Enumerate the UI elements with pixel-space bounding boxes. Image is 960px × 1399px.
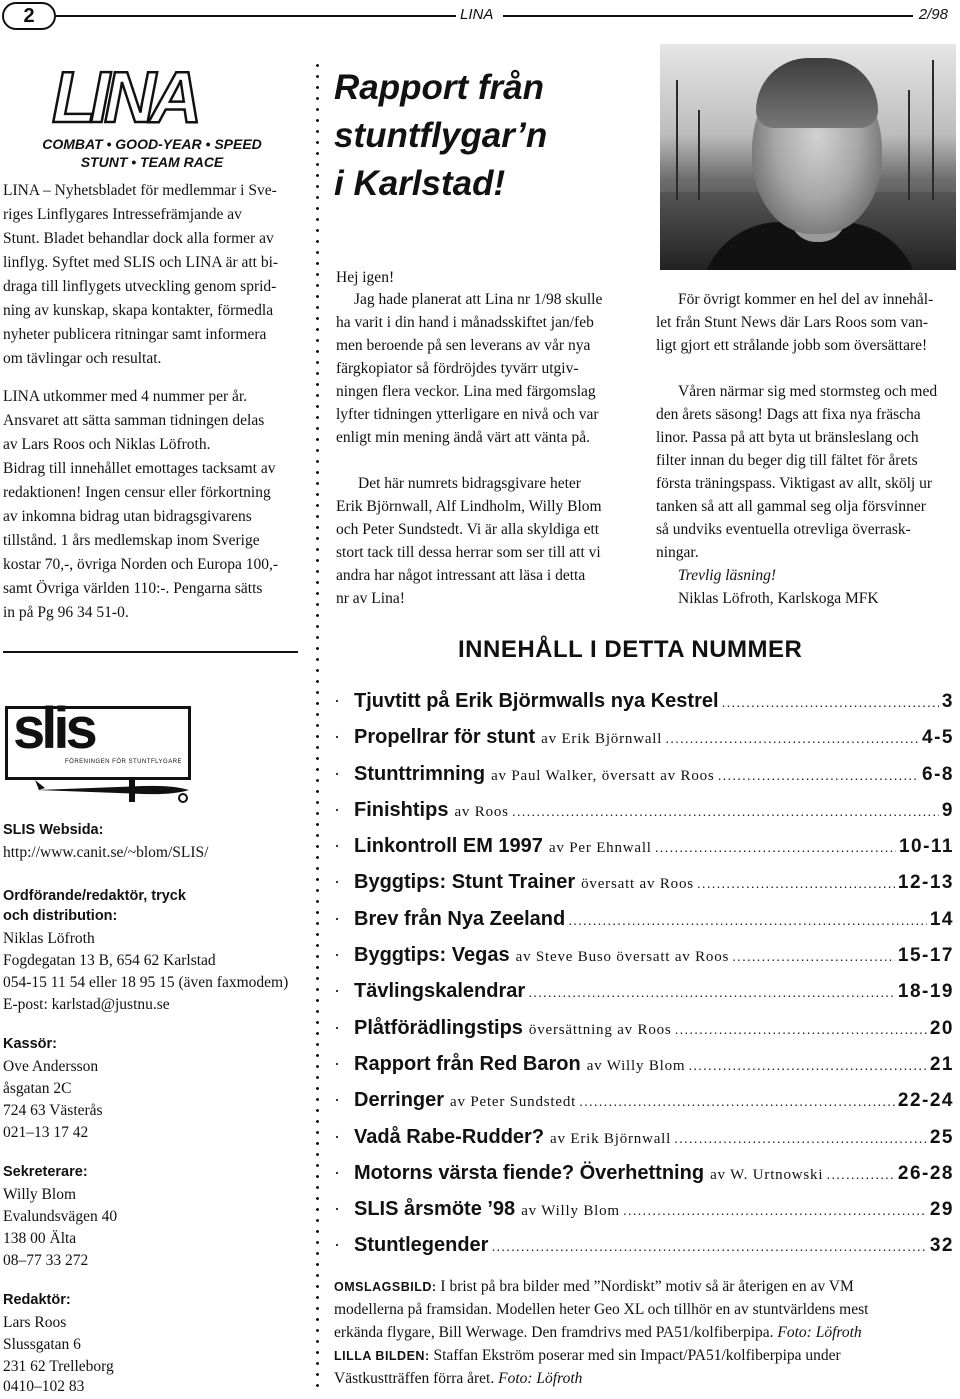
toc-entry-page: 26-28 bbox=[897, 1162, 954, 1184]
toc-entry-title: Derringer bbox=[354, 1089, 445, 1112]
toc-entry-title: Stuntlegender bbox=[354, 1234, 489, 1257]
toc-bullet: · bbox=[334, 1235, 340, 1256]
toc-entry[interactable] bbox=[334, 1227, 954, 1263]
website-link[interactable]: http://www.canit.se/~blom/SLIS/ bbox=[3, 844, 209, 861]
chair-label: Ordförande/redaktör, tryck bbox=[3, 888, 186, 904]
toc-entry[interactable] bbox=[334, 1155, 954, 1191]
toc-bullet: · bbox=[334, 945, 340, 966]
cover-caption-text: erkända flygare, Bill Werwage. Den framdrivs med PA51/kolfiberpipa. bbox=[334, 1324, 774, 1341]
article-line: linor. Passa på att byta ut bränsleslang och bbox=[656, 429, 919, 446]
intro-line: draga till linflygets utveckling genom sprid- bbox=[3, 278, 277, 295]
toc-bullet: · bbox=[334, 1053, 340, 1074]
article-signoff: Trevlig läsning! bbox=[678, 567, 777, 584]
article-line: lyfter tidningen ytterligare en nivå och var bbox=[336, 406, 599, 423]
toc-entry-title: Brev från Nya Zeeland bbox=[354, 907, 566, 930]
column-dotted-rule bbox=[316, 60, 319, 1395]
toc-entry-page: 6-8 bbox=[922, 763, 954, 785]
article-line: Erik Björnwall, Alf Lindholm, Willy Blom bbox=[336, 498, 602, 515]
chair-label-cont: och distribution: bbox=[3, 908, 118, 924]
treasurer-line: Ove Andersson bbox=[3, 1058, 99, 1075]
toc-heading: INNEHÅLL I DETTA NUMMER bbox=[458, 636, 803, 663]
toc-leader-dots bbox=[491, 1228, 926, 1264]
intro-line: in på Pg 96 34 51-0. bbox=[3, 604, 129, 621]
toc-entry-page: 32 bbox=[929, 1235, 954, 1257]
toc-entry-author: av Erik Björnwall bbox=[541, 731, 663, 748]
intro-line: LINA – Nyhetsbladet för medlemmar i Sve- bbox=[3, 182, 277, 199]
toc-entry-page: 9 bbox=[941, 799, 954, 821]
secretary-line: 138 00 Älta bbox=[3, 1230, 77, 1247]
small-caption-text: Västkustträffen förra året. bbox=[334, 1370, 495, 1387]
chair-email: E-post: karlstad@justnu.se bbox=[3, 996, 170, 1013]
secretary-line: 08–77 33 272 bbox=[3, 1252, 89, 1269]
header-rule-left bbox=[56, 15, 456, 17]
toc-leader-dots bbox=[568, 902, 927, 938]
small-caption-text: Staffan Ekström poserar med sin Impact/PA51/kolfiberpipa under bbox=[433, 1347, 841, 1364]
header-rule-right bbox=[503, 15, 913, 17]
toc-entry-title: Finishtips bbox=[354, 798, 449, 821]
intro-line: linflyg. Syftet med SLIS och LINA är att bi- bbox=[3, 254, 279, 271]
small-caption-line bbox=[334, 1367, 959, 1391]
toc-entry[interactable] bbox=[334, 828, 954, 864]
toc-leader-dots bbox=[697, 865, 895, 901]
header-title: LINA bbox=[460, 6, 494, 23]
toc-leader-dots bbox=[732, 938, 895, 974]
toc-entry-page: 22-24 bbox=[897, 1090, 954, 1112]
editor-line: Lars Roos bbox=[3, 1314, 67, 1331]
page-number: 2 bbox=[2, 2, 56, 30]
toc-entry[interactable] bbox=[334, 683, 954, 719]
small-caption-credit: Foto: Löfroth bbox=[498, 1370, 583, 1387]
toc-bullet: · bbox=[334, 1162, 340, 1183]
intro-line: av Lars Roos och Niklas Löfroth. bbox=[3, 436, 211, 453]
small-caption bbox=[334, 1344, 959, 1368]
article-signature: Niklas Löfroth, Karlskoga MFK bbox=[678, 590, 879, 607]
article-line: så undviks eventuella otrevliga överrask- bbox=[656, 521, 911, 538]
toc-entry-title: Stunttrimning bbox=[354, 762, 486, 785]
treasurer-label: Kassör: bbox=[3, 1036, 57, 1052]
toc-bullet: · bbox=[334, 981, 340, 1002]
article-line: ligt gjort ett strålande jobb som översättare! bbox=[656, 337, 928, 354]
toc-entry-title: Motorns värsta fiende? Överhettning bbox=[354, 1161, 705, 1184]
article-line: och Peter Sundstedt. Vi är alla skyldiga ett bbox=[336, 521, 600, 538]
toc-leader-dots bbox=[512, 793, 939, 829]
toc-entry-author: av W. Urtnowski bbox=[710, 1166, 824, 1183]
toc-entry[interactable] bbox=[334, 756, 954, 792]
toc-bullet: · bbox=[334, 1090, 340, 1111]
intro-line: Bidrag till innehållet emottages tacksamt av bbox=[3, 460, 276, 477]
intro-line: riges Linflygares Intressefrämjande av bbox=[3, 206, 242, 223]
article-line: ha varit i din hand i månadsskiftet jan/feb bbox=[336, 314, 594, 331]
secretary-line: Evalundsvägen 40 bbox=[3, 1208, 118, 1225]
article-line: men beroende på sen leverans av vår nya bbox=[336, 337, 591, 354]
table-of-contents bbox=[334, 683, 954, 1264]
toc-bullet: · bbox=[334, 691, 340, 711]
article-line: Jag hade planerat att Lina nr 1/98 skulle bbox=[354, 291, 603, 308]
toc-leader-dots bbox=[579, 1083, 895, 1119]
toc-entry-author: av Steve Buso översatt av Roos bbox=[515, 949, 730, 966]
toc-bullet: · bbox=[334, 908, 340, 929]
toc-bullet: · bbox=[334, 1199, 340, 1220]
editor-line: Slussgatan 6 bbox=[3, 1336, 81, 1353]
editor-label: Redaktör: bbox=[3, 1292, 71, 1308]
toc-entry-page: 12-13 bbox=[897, 872, 954, 894]
cover-caption-line bbox=[334, 1321, 959, 1345]
article-line: den årets säsong! Dags att fixa nya fräscha bbox=[656, 406, 921, 423]
chair-name: Niklas Löfroth bbox=[3, 930, 95, 947]
article-line: filter innan du beger dig till fältet för årets bbox=[656, 452, 918, 469]
lina-logo: LINA bbox=[52, 58, 196, 138]
toc-bullet: · bbox=[334, 799, 340, 820]
toc-entry-title: SLIS årsmöte ’98 bbox=[354, 1198, 516, 1221]
article-line: nr av Lina! bbox=[336, 590, 405, 607]
toc-entry-page: 10-11 bbox=[898, 836, 954, 858]
slis-logo-subtitle: FÖRENINGEN FÖR STUNTFLYGARE bbox=[65, 759, 183, 765]
toc-bullet: · bbox=[334, 1017, 340, 1038]
airplane-icon bbox=[33, 776, 193, 804]
toc-leader-dots bbox=[675, 1011, 927, 1047]
intro-line: Ansvaret att sätta samman tidningen delas bbox=[3, 412, 265, 429]
toc-entry-author: översatt av Roos bbox=[581, 876, 694, 893]
toc-bullet: · bbox=[334, 1126, 340, 1147]
toc-entry[interactable] bbox=[334, 1010, 954, 1046]
secretary-line: Willy Blom bbox=[3, 1186, 77, 1203]
toc-entry[interactable] bbox=[334, 792, 954, 828]
cover-caption-label: OMSLAGSBILD: bbox=[334, 1280, 437, 1294]
article-line: färgkopiator så fördröjdes tyvärr utgiv- bbox=[336, 360, 579, 377]
treasurer-line: 021–13 17 42 bbox=[3, 1124, 89, 1141]
article-line: Det här numrets bidragsgivare heter bbox=[358, 475, 581, 492]
toc-entry[interactable] bbox=[334, 1191, 954, 1227]
toc-entry-title: Tävlingskalendrar bbox=[354, 980, 526, 1003]
toc-entry-author: av Roos bbox=[454, 803, 509, 820]
toc-entry-page: 20 bbox=[929, 1017, 954, 1039]
toc-entry[interactable] bbox=[334, 937, 954, 973]
intro-line: LINA utkommer med 4 nummer per år. bbox=[3, 388, 248, 405]
slis-logo-word: slis bbox=[13, 696, 94, 761]
toc-entry-page: 21 bbox=[929, 1053, 954, 1075]
toc-leader-dots bbox=[718, 757, 919, 793]
cover-caption-line: modellerna på framsidan. Modellen heter Geo XL och tillhör en av stuntvärldens mest bbox=[334, 1301, 869, 1318]
toc-bullet: · bbox=[334, 836, 340, 857]
toc-entry-page: 4-5 bbox=[922, 727, 954, 749]
small-caption-label: LILLA BILDEN: bbox=[334, 1349, 430, 1363]
toc-entry-page: 15-17 bbox=[897, 945, 954, 967]
section-divider bbox=[3, 651, 298, 653]
toc-bullet: · bbox=[334, 763, 340, 784]
toc-entry[interactable] bbox=[334, 1082, 954, 1118]
editor-line: 0410–102 83 bbox=[3, 1378, 85, 1395]
intro-line: om tävlingar och resultat. bbox=[3, 350, 162, 367]
toc-entry-author: av Erik Björnwall bbox=[550, 1130, 672, 1147]
chair-address: Fogdegatan 13 B, 654 62 Karlstad bbox=[3, 952, 216, 969]
intro-line: tillstånd. 1 års medlemskap inom Sverige bbox=[3, 532, 260, 549]
header-issue: 2/98 bbox=[918, 6, 948, 23]
toc-leader-dots bbox=[655, 829, 896, 865]
toc-entry-page: 3 bbox=[941, 691, 954, 712]
toc-leader-dots bbox=[826, 1156, 895, 1192]
toc-leader-dots bbox=[722, 684, 939, 720]
cover-caption-text: I brist på bra bilder med ”Nordiskt” motiv så är återigen en av VM bbox=[440, 1278, 854, 1295]
intro-line: Stunt. Bladet behandlar dock alla former av bbox=[3, 230, 274, 247]
toc-entry-title: Linkontroll EM 1997 bbox=[354, 835, 543, 858]
article-line: andra har något intressant att läsa i detta bbox=[336, 567, 586, 584]
toc-entry-author: av Willy Blom bbox=[521, 1203, 620, 1220]
toc-entry-page: 29 bbox=[929, 1199, 954, 1221]
toc-leader-dots bbox=[688, 1047, 926, 1083]
intro-line: redaktionen! Ingen censur eller förkortning bbox=[3, 484, 271, 501]
toc-entry-page: 25 bbox=[929, 1126, 954, 1148]
website-label: SLIS Websida: bbox=[3, 822, 104, 838]
editor-line: 231 62 Trelleborg bbox=[3, 1358, 114, 1375]
tagline-line-1: COMBAT • GOOD-YEAR • SPEED bbox=[42, 136, 262, 152]
chair-phone: 054-15 11 54 eller 18 95 15 (även faxmodem) bbox=[3, 974, 289, 991]
toc-leader-dots bbox=[674, 1120, 927, 1156]
intro-line: av inkomna bidrag utan bidragsgivarens bbox=[3, 508, 252, 525]
slis-logo bbox=[3, 696, 195, 806]
toc-entry[interactable] bbox=[334, 864, 954, 900]
toc-entry-title: Rapport från Red Baron bbox=[354, 1052, 581, 1075]
editor-portrait-photo bbox=[660, 44, 956, 270]
article-line: Våren närmar sig med stormsteg och med bbox=[678, 383, 938, 400]
intro-line: kostar 70,-, övriga Norden och Europa 100,- bbox=[3, 556, 279, 573]
article-line: stort tack till dessa herrar som ser till att vi bbox=[336, 544, 601, 561]
toc-entry-title: Byggtips: Vegas bbox=[354, 944, 510, 967]
tagline-line-2: STUNT • TEAM RACE bbox=[80, 154, 224, 170]
treasurer-line: åsgatan 2C bbox=[3, 1080, 72, 1097]
toc-entry-author: av Per Ehnwall bbox=[548, 840, 652, 857]
toc-entry-title: Vadå Rabe-Rudder? bbox=[354, 1125, 545, 1148]
toc-entry[interactable] bbox=[334, 973, 954, 1009]
toc-entry-author: av Paul Walker, översatt av Roos bbox=[491, 767, 715, 784]
toc-leader-dots bbox=[623, 1192, 927, 1228]
article-headline: Rapport från bbox=[334, 68, 544, 107]
article-line: första träningspass. Viktigast av allt, skölj ur bbox=[656, 475, 933, 492]
article-line: ningar. bbox=[656, 544, 699, 561]
toc-entry[interactable] bbox=[334, 1119, 954, 1155]
toc-entry-page: 14 bbox=[929, 908, 954, 930]
toc-entry[interactable] bbox=[334, 719, 954, 755]
cover-caption-credit: Foto: Löfroth bbox=[777, 1324, 862, 1341]
toc-entry-page: 18-19 bbox=[897, 981, 954, 1003]
toc-bullet: · bbox=[334, 872, 340, 893]
article-line: För övrigt kommer en hel del av innehål- bbox=[678, 291, 934, 308]
intro-line: samt Övriga världen 110:-. Pengarna sätts bbox=[3, 580, 263, 597]
toc-leader-dots bbox=[665, 720, 919, 756]
toc-entry-title: Plåtförädlingstips bbox=[354, 1016, 523, 1039]
article-greeting: Hej igen! bbox=[336, 269, 395, 286]
toc-entry-author: av Willy Blom bbox=[586, 1057, 686, 1074]
toc-entry[interactable] bbox=[334, 901, 954, 937]
article-line: ningen flera veckor. Lina med färgomslag bbox=[336, 383, 596, 400]
intro-line: nyheter publicera ritningar samt informera bbox=[3, 326, 267, 343]
cover-caption bbox=[334, 1275, 959, 1299]
secretary-label: Sekreterare: bbox=[3, 1164, 88, 1180]
toc-bullet: · bbox=[334, 727, 340, 748]
intro-line: ning av kunskap, skapa kontakter, förmedla bbox=[3, 302, 274, 319]
treasurer-line: 724 63 Västerås bbox=[3, 1102, 103, 1119]
toc-entry-title: Byggtips: Stunt Trainer bbox=[354, 871, 576, 894]
toc-entry-author: av Peter Sundstedt bbox=[450, 1094, 577, 1111]
article-headline-cont: stuntflygar’n bbox=[334, 116, 548, 155]
article-line: let från Stunt News där Lars Roos som van- bbox=[656, 314, 929, 331]
toc-entry-author: översättning av Roos bbox=[528, 1021, 672, 1038]
article-headline-cont: i Karlstad! bbox=[334, 164, 506, 203]
toc-leader-dots bbox=[528, 974, 895, 1010]
toc-entry[interactable] bbox=[334, 1046, 954, 1082]
toc-entry-title: Propellrar för stunt bbox=[354, 726, 536, 749]
article-line: tanken så att all gammal seg olja försvinner bbox=[656, 498, 926, 515]
toc-entry-title: Tjuvtitt på Erik Björmwalls nya Kestrel bbox=[354, 690, 719, 712]
article-line: enligt min mening ändå värt att vänta på. bbox=[336, 429, 590, 446]
